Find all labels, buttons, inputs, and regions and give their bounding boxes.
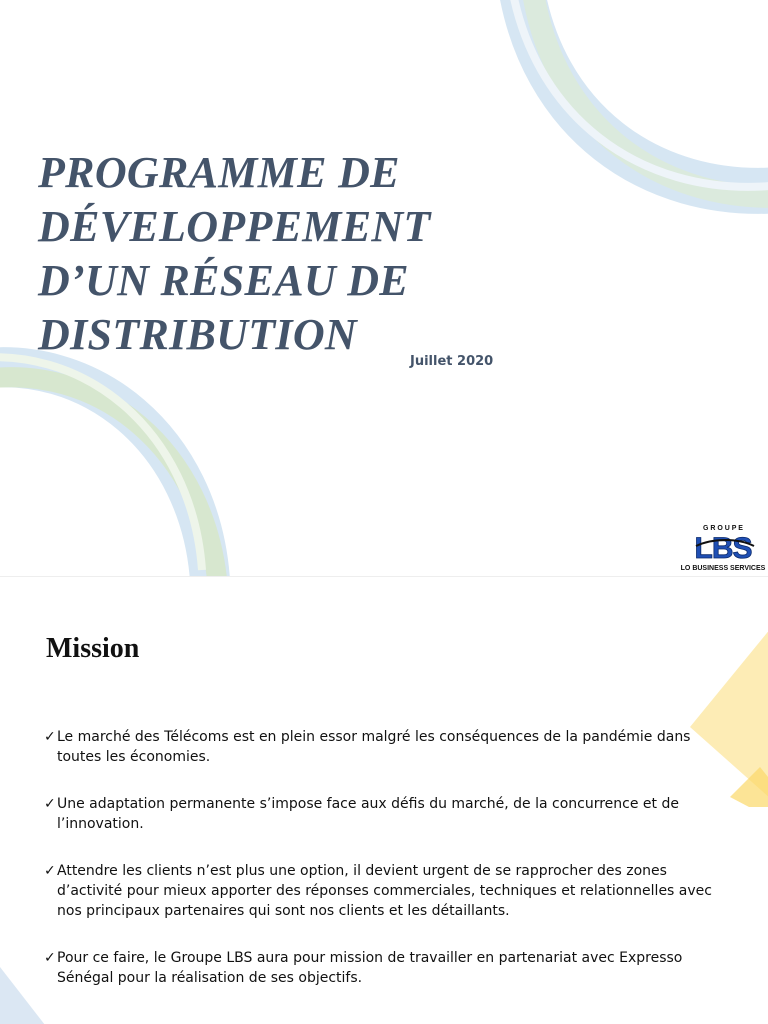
bullet-text: Une adaptation permanente s’impose face aux défis du marché, de la concurrence et de l’innovation. [57, 796, 679, 832]
list-item [44, 948, 724, 988]
bullet-text: Le marché des Télécoms est en plein essor malgré les conséquences de la pandémie dans toutes les économies. [57, 729, 691, 765]
presentation-date: Juillet 2020 [410, 354, 494, 369]
logo-bottom-text: LO BUSINESS SERVICES [680, 565, 766, 572]
check-icon: ✓ [44, 796, 56, 812]
list-item [44, 794, 724, 834]
page-title: PROGRAMME DE DÉVELOPPEMENT D’UN RÉSEAU DE DISTRIBUTION [38, 148, 431, 359]
logo-top-text: G R O U P E [703, 525, 743, 532]
list-item [44, 727, 724, 767]
decorative-arc-top-right [480, 0, 768, 230]
mission-heading: Mission [46, 633, 140, 664]
list-item [44, 861, 724, 921]
mission-bullet-list [44, 727, 724, 1015]
mission-slide [0, 576, 768, 1024]
check-icon: ✓ [44, 729, 56, 745]
bullet-text: Pour ce faire, le Groupe LBS aura pour mission de travailler en partenariat avec Expresso Sénégal pour la réalisation de ses objectifs. [57, 950, 683, 986]
check-icon: ✓ [44, 950, 56, 966]
bullet-text: Attendre les clients n’est plus une option, il devient urgent de se rapprocher des zones d’activité pour mieux apporter des réponses commerciales, techniques et relationnelles avec nos principaux partenaires qui sont nos clients et les détaillants. [57, 863, 712, 919]
decorative-arc-left [0, 330, 240, 576]
lbs-logo [678, 522, 768, 574]
check-icon: ✓ [44, 863, 56, 879]
logo-mark: LBS [694, 532, 752, 565]
